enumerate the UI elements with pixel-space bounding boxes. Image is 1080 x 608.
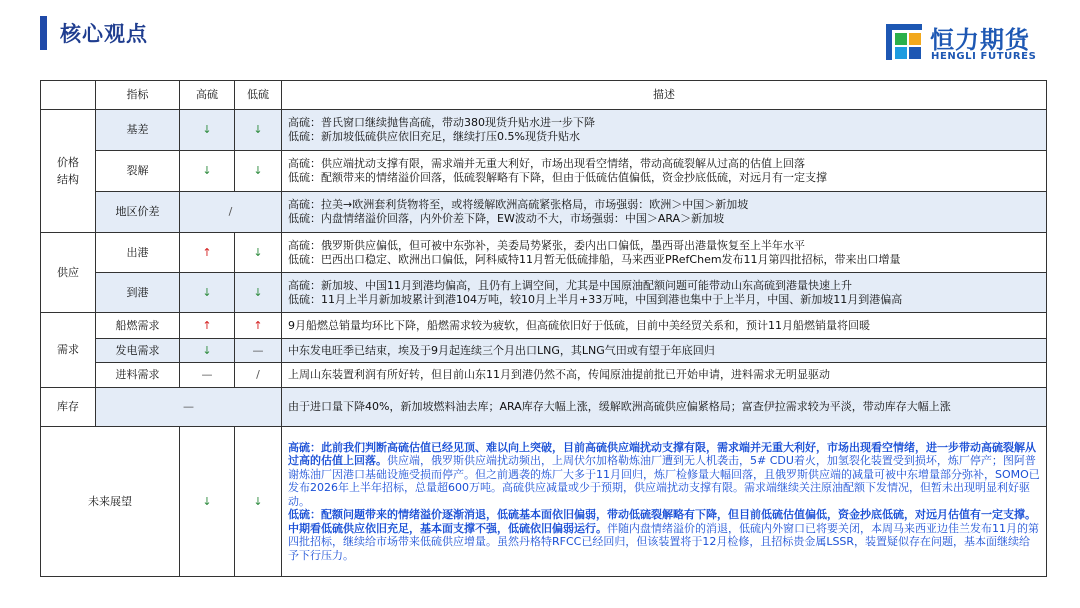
- category-price-structure: 价格结构: [41, 110, 96, 233]
- outlook-high-sulfur-summary: 高硫：此前我们判断高硫估值已经见顶、难以向上突破，目前高硫供应端扰动支撑有限，需求端并无重大利好，市场出现看空情绪，进一步带动高硫裂解从过高的估值上回落。: [288, 440, 1036, 468]
- description-arrivals: 高硫：新加坡、中国11月到港均偏高，且仍有上调空间，尤其是中国原油配额问题可能带动山东高硫到港量快速上升 低硫：11月上半月新加坡累计到港104万吨，较10月上半月+33万吨，中国到港也集中于上半月，中国、新加坡11月到港偏高: [282, 273, 1047, 313]
- category-demand: 需求: [41, 313, 96, 388]
- high-sulfur-trend-crack: ↓: [180, 151, 235, 192]
- table-row: [41, 339, 1047, 363]
- trend-inventory: —: [96, 388, 282, 427]
- description-power-demand: 中东发电旺季已结束，埃及于9月起连续三个月出口LNG，其LNG气田或有望于年底回归: [282, 339, 1047, 363]
- header-cell-high-sulfur: 高硫: [180, 81, 235, 110]
- low-sulfur-trend-basis: ↓: [235, 110, 282, 151]
- low-sulfur-trend-bunker: ↑: [235, 313, 282, 339]
- description-basis: 高硫：普氏窗口继续抛售高硫，带动380现货升贴水进一步下降 低硫：新加坡低硫供应依旧充足，继续打压0.5%现货升贴水: [282, 110, 1047, 151]
- table-row: [41, 110, 1047, 151]
- logo-english-name: HENGLI FUTURES: [931, 51, 1037, 62]
- table-row: [41, 363, 1047, 388]
- indicator-regional-spread: 地区价差: [96, 192, 180, 233]
- category-outlook: 未来展望: [41, 427, 180, 577]
- description-outlook: [282, 427, 1047, 577]
- title-accent-bar: [40, 16, 47, 50]
- category-inventory: 库存: [41, 388, 96, 427]
- high-sulfur-trend-basis: ↓: [180, 110, 235, 151]
- description-inventory: 由于进口量下降40%，新加坡燃料油去库；ARA库存大幅上涨，缓解欧洲高硫供应偏紧格局；富查伊拉需求较为平淡，带动库存大幅上涨: [282, 388, 1047, 427]
- trend-regional-spread: /: [180, 192, 282, 233]
- indicator-bunker-demand: 船燃需求: [96, 313, 180, 339]
- table-row: [41, 273, 1047, 313]
- header-cell-indicator: 指标: [96, 81, 180, 110]
- high-sulfur-trend-arrivals: ↓: [180, 273, 235, 313]
- indicator-crack: 裂解: [96, 151, 180, 192]
- low-sulfur-trend-outlook: ↓: [235, 427, 282, 577]
- table-row: [41, 313, 1047, 339]
- table-header-row: [41, 81, 1047, 110]
- high-sulfur-trend-outlook: ↓: [180, 427, 235, 577]
- company-logo: [884, 20, 1054, 66]
- high-sulfur-trend-exports: ↑: [180, 233, 235, 273]
- outlook-low-sulfur-summary: 低硫：配额问题带来的情绪溢价逐渐消退，低硫基本面依旧偏弱，带动低硫裂解略有下降，但目前低硫估值偏低，资金抄底低硫，对远月估值有一定支撑。中期看低硫供应依旧充足，基本面支撑不强，低硫依旧偏弱运行。: [288, 508, 1036, 535]
- table-row: [41, 388, 1047, 427]
- low-sulfur-trend-exports: ↓: [235, 233, 282, 273]
- indicator-arrivals: 到港: [96, 273, 180, 313]
- low-sulfur-trend-power: —: [235, 339, 282, 363]
- indicator-power-demand: 发电需求: [96, 339, 180, 363]
- description-exports: 高硫：俄罗斯供应偏低，但可被中东弥补，美委局势紧张，委内出口偏低，墨西哥出港量恢复至上半年水平 低硫：巴西出口稳定、欧洲出口偏低，阿科威特11月暂无低硫排船，马来西亚PRefChem发布11月第四批招标，带来出口增量: [282, 233, 1047, 273]
- table-row: [41, 233, 1047, 273]
- page-header: [0, 0, 1080, 78]
- low-sulfur-trend-feedstock: /: [235, 363, 282, 388]
- low-sulfur-trend-crack: ↓: [235, 151, 282, 192]
- high-sulfur-trend-power: ↓: [180, 339, 235, 363]
- description-bunker-demand: 9月船燃总销量均环比下降，船燃需求较为疲软，但高硫依旧好于低硫，目前中美经贸关系和，预计11月船燃销量将回暖: [282, 313, 1047, 339]
- core-views-table: [40, 80, 1047, 577]
- description-regional-spread: 高硫：拉美→欧洲套利货物将至，或将缓解欧洲高硫紧张格局，市场强弱：欧洲＞中国＞新加坡 低硫：内盘情绪溢价回落，内外价差下降，EW波动不大，市场强弱：中国＞ARA＞新加坡: [282, 192, 1047, 233]
- hengli-logo-icon: [884, 22, 924, 62]
- page-title: 核心观点: [60, 22, 148, 46]
- table-row: [41, 151, 1047, 192]
- header-cell-low-sulfur: 低硫: [235, 81, 282, 110]
- outlook-high-sulfur-detail: 供应端，俄罗斯供应端扰动频出，上周伏尔加格勒炼油厂遭到无人机袭击，5# CDU着火，加氢裂化装置受到损坏，炼厂停产；图阿普谢炼油厂因港口基础设施受损而停产。但之前遇袭的炼厂大多于11月回归，炼厂检修量大幅回落，且俄罗斯供应端的减量可被中东增量部分弥补，SOMO已发布2026年上半年招标，总量超600万吨。高硫供应减量或少于预期，供应端扰动支撑有限。需求端继续关注原油配额下发情况，但暂未出现明显利好驱动。: [288, 454, 1040, 508]
- low-sulfur-trend-arrivals: ↓: [235, 273, 282, 313]
- high-sulfur-trend-feedstock: —: [180, 363, 235, 388]
- logo-chinese-name: 恒力期货: [930, 26, 1030, 54]
- description-crack: 高硫：供应端扰动支撑有限，需求端并无重大利好，市场出现看空情绪，带动高硫裂解从过高的估值上回落 低硫：配额带来的情绪溢价回落，低硫裂解略有下降，但由于低硫估值偏低，资金抄底低硫，对远月有一定支撑: [282, 151, 1047, 192]
- category-supply: 供应: [41, 233, 96, 313]
- outlook-low-sulfur-detail: 伴随内盘情绪溢价的消退，低硫内外窗口已将要关闭，本周马来西亚边佳兰发布11月的第四批招标，继续给市场带来低硫供应增量。虽然丹格特RFCC已经回归，但该装置将于12月检修，且招标贵金属LSSR，装置疑似存在问题，基本面继续给予下行压力。: [288, 521, 1039, 562]
- table-row: [41, 192, 1047, 233]
- indicator-exports: 出港: [96, 233, 180, 273]
- table-row: [41, 427, 1047, 577]
- high-sulfur-trend-bunker: ↑: [180, 313, 235, 339]
- header-cell-description: 描述: [282, 81, 1047, 110]
- indicator-feedstock-demand: 进料需求: [96, 363, 180, 388]
- header-cell-category: [41, 81, 96, 110]
- indicator-basis: 基差: [96, 110, 180, 151]
- description-feedstock-demand: 上周山东装置利润有所好转，但目前山东11月到港仍然不高，传闻原油提前批已开始申请，进料需求无明显驱动: [282, 363, 1047, 388]
